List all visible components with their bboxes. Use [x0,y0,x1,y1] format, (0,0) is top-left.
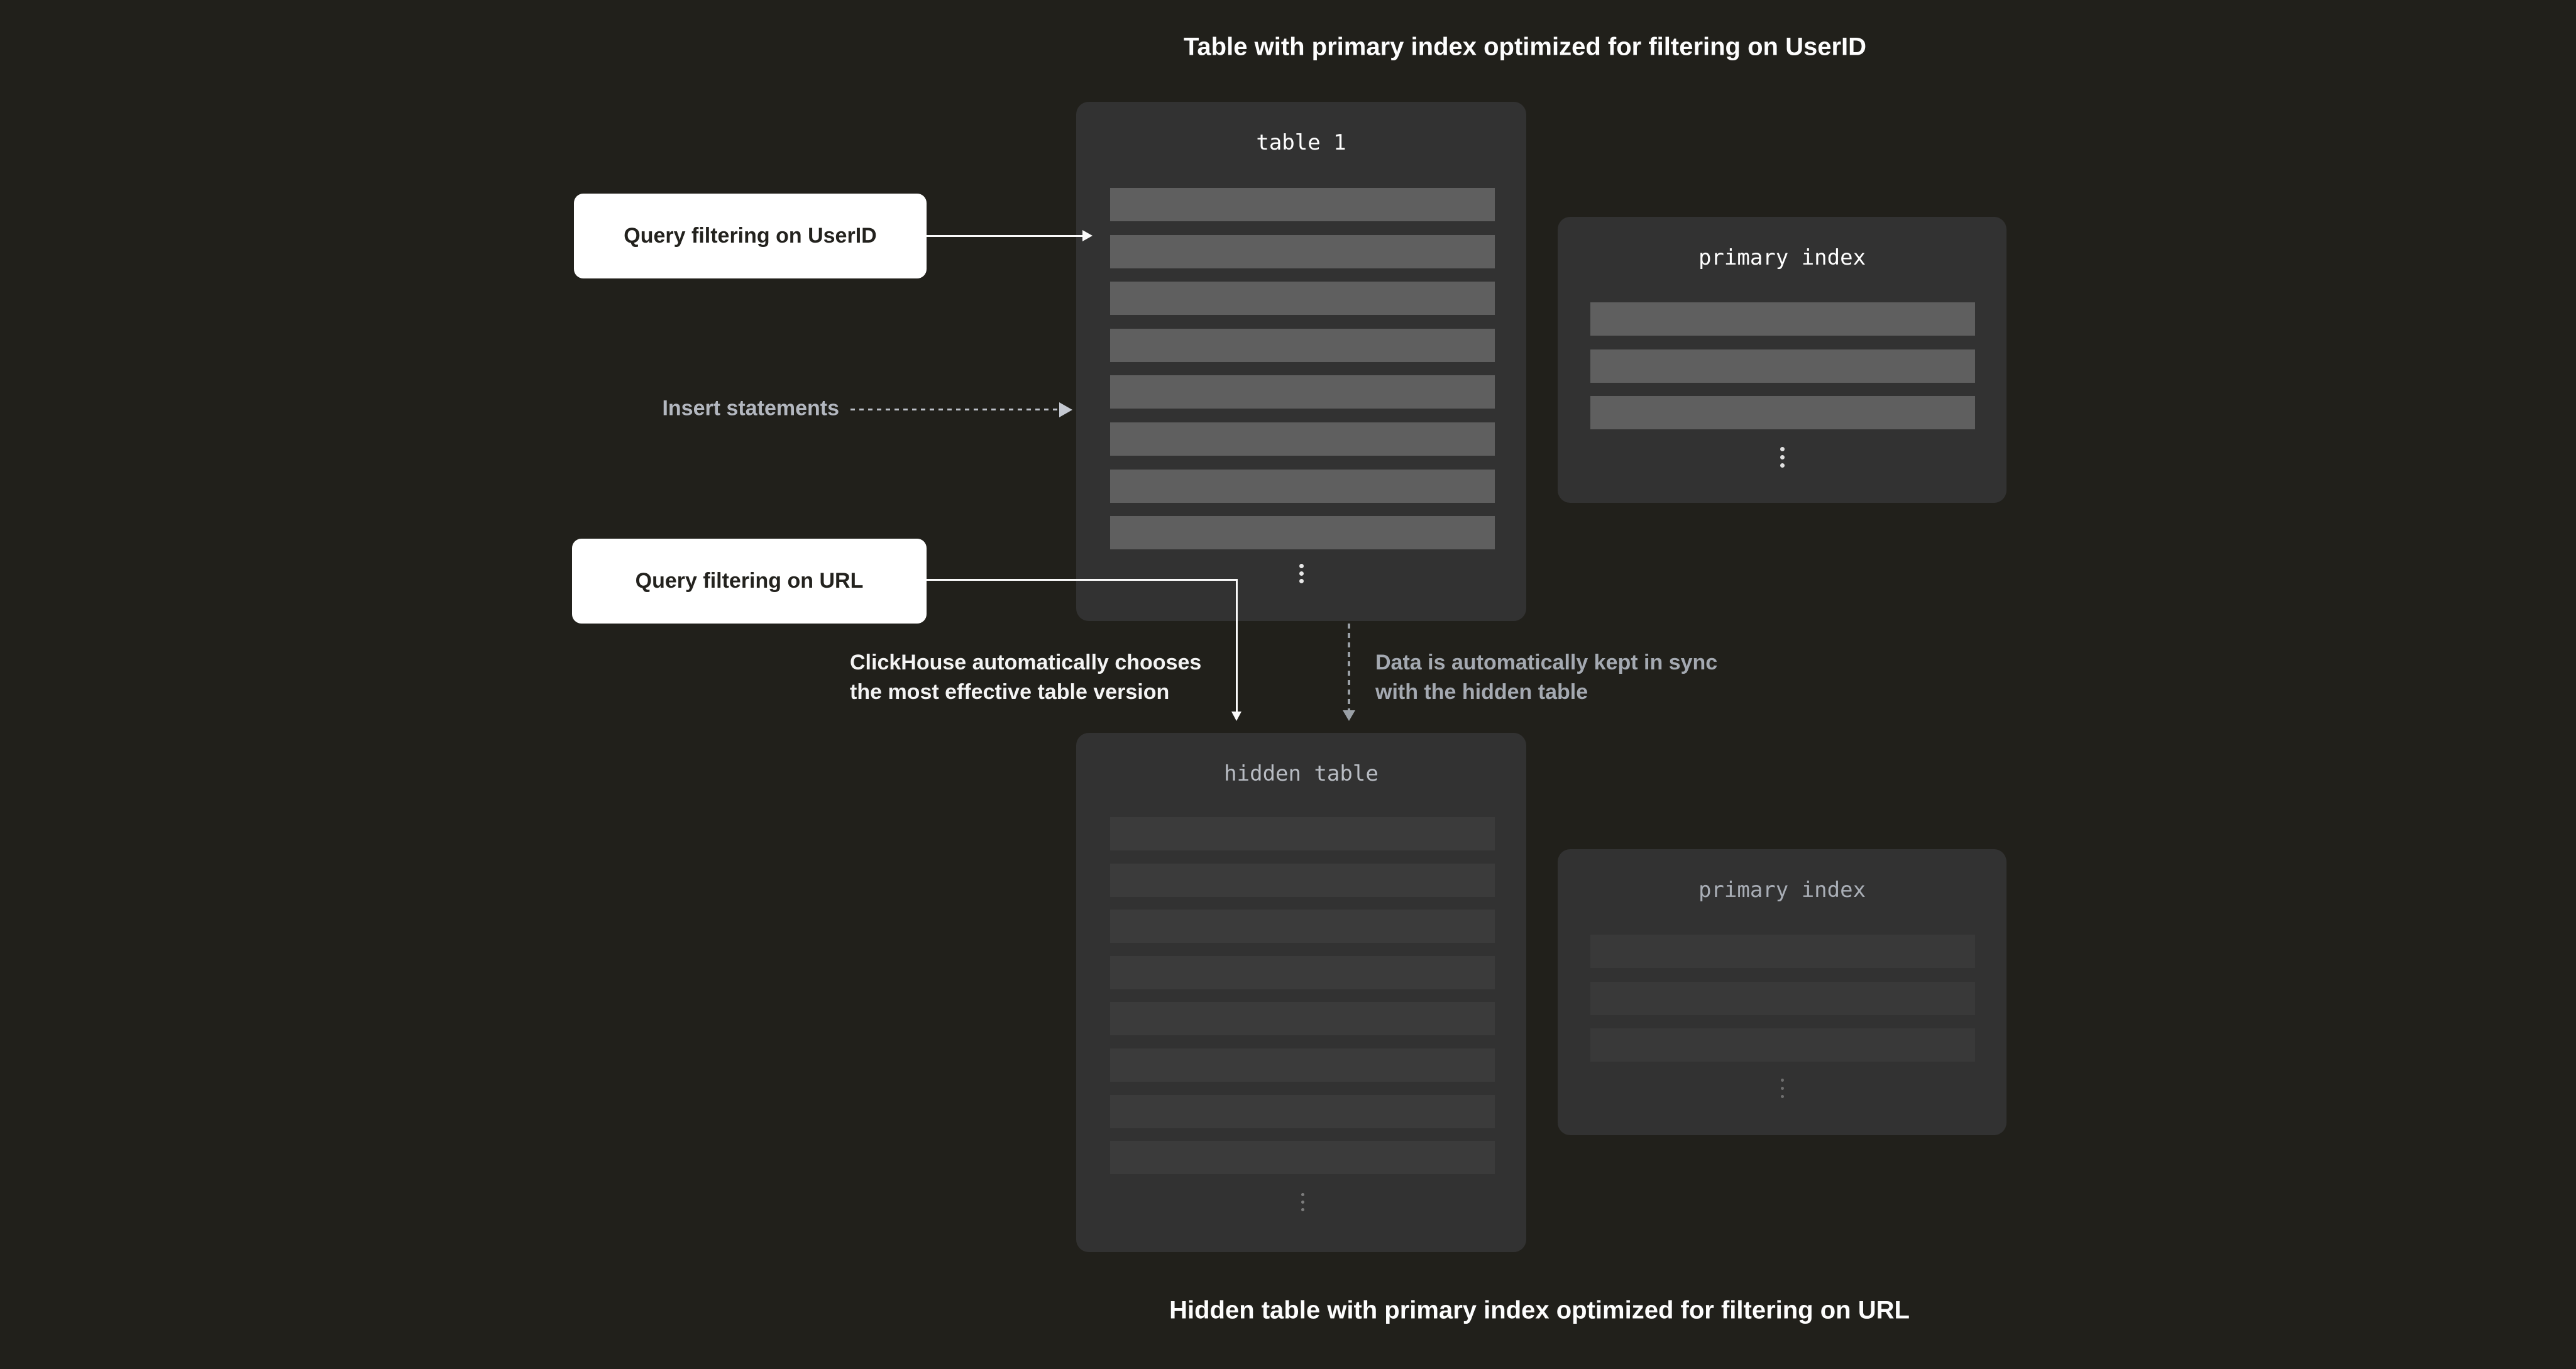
table-row [1110,375,1495,409]
ellipsis-dot [1781,1087,1784,1090]
caption-bottom: Hidden table with primary index optimized for filtering on URL [1169,1296,1910,1324]
table-row [1110,422,1495,456]
table-row [1110,956,1495,989]
table1-ellipsis-icon [1286,564,1316,583]
sync-label [1375,648,1717,707]
ellipsis-dot [1780,455,1785,459]
table-row [1110,1141,1495,1174]
table-row [1110,188,1495,221]
table-row [1590,982,1975,1015]
ellipsis-dot [1301,1201,1304,1204]
table-row [1110,864,1495,897]
ellipsis-dot [1781,1079,1784,1082]
query-userid-chip: Query filtering on UserID [574,194,927,278]
ellipsis-dot [1780,447,1785,451]
primary-index-bottom-box [1558,849,2006,1135]
table1-rows [1076,102,1526,621]
table-row [1590,935,1975,968]
primary-index-bottom-ellipsis-icon [1767,1079,1797,1098]
clickhouse-chooses-line1: ClickHouse automatically chooses [850,651,1202,674]
primary-index-top-ellipsis-icon [1767,447,1797,468]
ellipsis-dot [1299,579,1304,583]
clickhouse-chooses-line2: the most effective table version [850,680,1170,704]
table1-box [1076,102,1526,621]
userid-arrowhead-icon [1082,230,1093,241]
sync-label-line1: Data is automatically kept in sync [1375,651,1718,674]
ellipsis-dot [1781,1095,1784,1098]
primary-index-top-title: primary index [1698,245,1866,270]
ellipsis-dot [1299,564,1304,568]
primary-index-bottom-title: primary index [1698,877,1866,903]
table-row [1110,516,1495,549]
table-row [1110,1048,1495,1082]
url-arrow-horizontal-line [927,579,1238,581]
table-row [1110,282,1495,315]
table-row [1110,470,1495,503]
ellipsis-dot [1299,571,1304,576]
table-row [1110,817,1495,850]
url-arrowhead-icon [1231,712,1241,721]
hidden-table-box [1076,733,1526,1252]
insert-dashed-line [850,409,1059,410]
ellipsis-dot [1780,463,1785,468]
ellipsis-dot [1301,1208,1304,1211]
hidden-table-ellipsis-icon [1287,1193,1318,1211]
sync-dashed-line [1348,624,1350,710]
table-row [1110,1002,1495,1035]
caption-top: Table with primary index optimized for filtering on UserID [1183,33,1867,61]
table-row [1590,349,1975,383]
table-row [1110,329,1495,362]
ellipsis-dot [1301,1193,1304,1196]
hidden-table-rows [1076,733,1526,1252]
primary-index-top-box [1558,217,2006,503]
table-row [1110,1095,1495,1128]
sync-arrowhead-icon [1343,710,1355,721]
clickhouse-chooses-label [850,648,1201,707]
hidden-table-title: hidden table [1224,761,1379,786]
table-row [1110,235,1495,268]
table1-title: table 1 [1256,130,1346,155]
url-arrow-vertical-line [1236,579,1238,712]
sync-label-line2: with the hidden table [1375,680,1588,704]
query-url-chip: Query filtering on URL [572,539,927,624]
insert-statements-label: Insert statements [662,396,839,421]
table-row [1590,302,1975,336]
table-row [1590,396,1975,429]
userid-arrow-line [927,235,1084,237]
insert-arrowhead-icon [1059,402,1072,417]
table-row [1110,910,1495,943]
table-row [1590,1028,1975,1062]
